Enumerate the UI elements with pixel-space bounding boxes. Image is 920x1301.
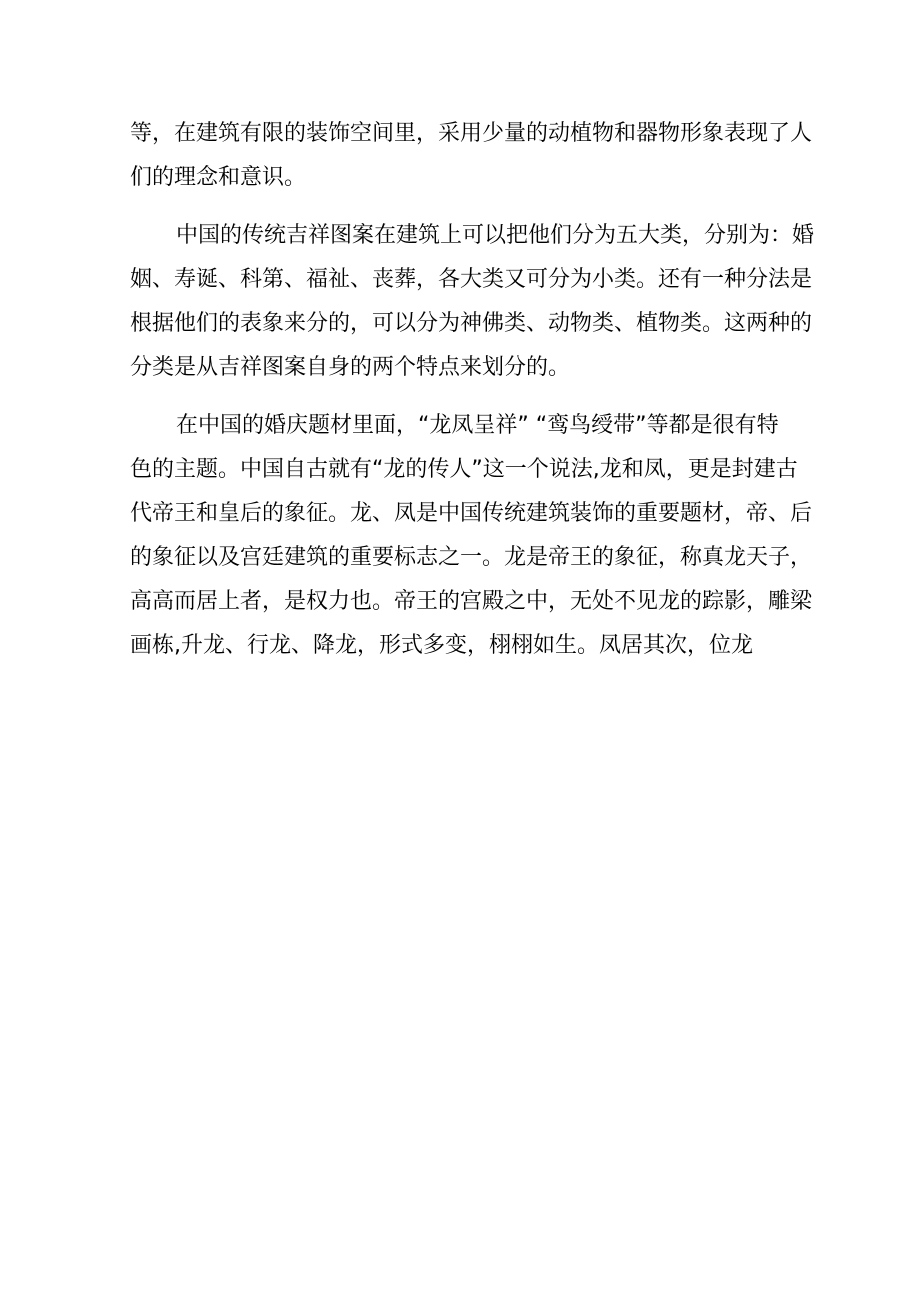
paragraph-1 xyxy=(130,112,813,200)
text-line: 高高而居上者，是权力也。帝王的宫殿之中，无处不见龙的踪影，雕梁 xyxy=(130,589,813,614)
text-line: 代帝王和皇后的象征。龙、凤是中国传统建筑装饰的重要题材，帝、后 xyxy=(130,501,813,526)
text-line: 画栋,升龙、行龙、降龙，形式多变，栩栩如生。凤居其次，位龙 xyxy=(130,633,753,658)
text-line: 中国的传统吉祥图案在建筑上可以把他们分为五大类，分别为：婚 xyxy=(176,223,815,248)
text-line: 们的理念和意识。 xyxy=(130,165,307,190)
text-line: 色的主题。中国自古就有“龙的传人”这一个说法,龙和凤，更是封建古 xyxy=(130,457,798,482)
text-line: 姻、寿诞、科第、福祉、丧葬，各大类又可分为小类。还有一种分法是 xyxy=(130,267,813,292)
text-line: 根据他们的表象来分的，可以分为神佛类、动物类、植物类。这两种的 xyxy=(130,311,813,336)
paragraph-spacer xyxy=(130,200,810,214)
paragraph-2 xyxy=(130,214,815,390)
text-line: 分类是从吉祥图案自身的两个特点来划分的。 xyxy=(130,355,571,380)
document-body xyxy=(130,112,815,668)
text-line: 在中国的婚庆题材里面，“龙凤呈祥” “鸾鸟绶带”等都是很有特 xyxy=(176,413,779,438)
text-line: 的象征以及宫廷建筑的重要标志之一。龙是帝王的象征，称真龙天子， xyxy=(130,545,813,570)
paragraph-spacer xyxy=(130,390,810,404)
text-line: 等，在建筑有限的装饰空间里，采用少量的动植物和器物形象表现了人 xyxy=(130,121,813,146)
paragraph-3 xyxy=(130,404,813,668)
